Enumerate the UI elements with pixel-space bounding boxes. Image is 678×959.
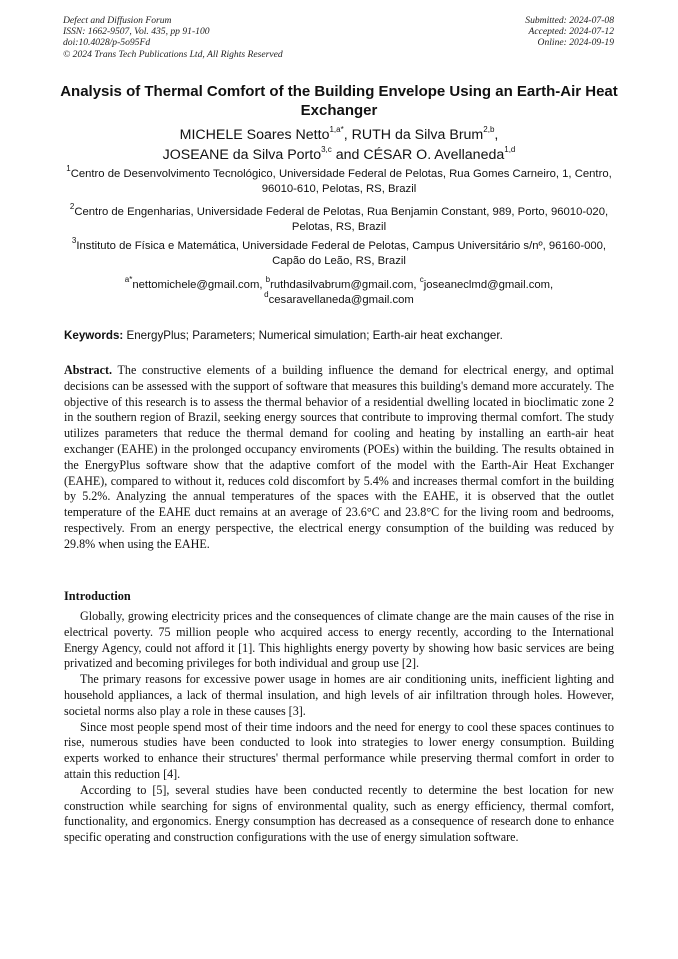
author-affiliation-mark: 1,d [504, 145, 516, 155]
author-name: RUTH da Silva Brum [351, 127, 484, 143]
affiliation [60, 236, 618, 269]
abstract [64, 363, 614, 553]
author-name: MICHELE Soares Netto [179, 127, 330, 143]
keywords [64, 329, 614, 343]
affiliation-text: Instituto de Física e Matemática, Universidade Federal de Pelotas, Campus Universitário s/nº, 96160-000, Capão do Leão, RS, Brazil [76, 240, 607, 267]
introduction-body [64, 609, 614, 846]
email-link[interactable]: cesaravellaneda@gmail.com [268, 294, 414, 306]
affiliation-text: Centro de Engenharias, Universidade Federal de Pelotas, Rua Benjamin Constant, 989, Porto, 96010-020, Pelotas, RS, Brazil [74, 206, 609, 233]
affiliation-text: Centro de Desenvolvimento Tecnológico, Universidade Federal de Pelotas, Rua Gomes Carneiro, 1, Centro, 96010-610, Pelotas, RS, Brazil [70, 168, 612, 195]
keywords-label: Keywords: [64, 329, 124, 342]
author-emails [60, 275, 618, 308]
author-name: JOSEANE da Silva Porto [162, 147, 322, 163]
abstract-text: The constructive elements of a building influence the demand for electrical energy, and optimal decisions can be assessed with the support of software that measures this building's demand more accurately. The objective of this research is to assess the thermal behavior of a residential dwelling located in bioclimatic zone 2 in the southern region of Brazil, seeking energy sources that contribute to improving thermal comfort. The study utilizes parameters that reduce the thermal demand for cooling and heating by installing an earth-air heat exchanger (EAHE) in the prolonged occupancy enviroments (POEs) within the building. The results obtained in the EnergyPlus software show that the adaptive comfort of the model with the Earth-Air Heat Exchanger (EAHE), compared to without it, reduces cold discomfort by 5.4% and increases thermal comfort in the building by 5.2%. Analyzing the annual temperatures of the spaces with the EAHE, it is observed that the outlet temperature of the EAHE duct remains at an average of 23.6°C and 23.8°C for the living room and bedrooms, respectively. From an energy perspective, the electrical energy consumption of the building was reduced by 29.8% when using the EAHE. [64, 363, 614, 551]
author-separator: , [494, 127, 499, 143]
online-date: Online: 2024-09-19 [537, 37, 614, 49]
paragraph: Since most people spend most of their time indoors and the need for energy to cool these spaces continues to rise, numerous studies have been conducted to look into strategies to lower energy consumption. Building experts worked to enhance their structures' thermal performance while preserving thermal comfort in order to attain this reduction [4]. [64, 719, 614, 781]
author-separator: , [343, 127, 352, 143]
abstract-label: Abstract. [64, 363, 113, 377]
affiliation [60, 202, 618, 235]
affiliation-number: 1 [66, 164, 71, 174]
author-affiliation-mark: 3,c [321, 145, 332, 155]
section-heading: Introduction [64, 589, 131, 603]
author-name: CÉSAR O. Avellaneda [363, 147, 505, 163]
submitted-date: Submitted: 2024-07-08 [525, 15, 614, 26]
paragraph: According to [5], several studies have been conducted recently to determine the best location for new construction while searching for signs of environmental quality, such as energy efficiency, thermal comfort, functionality, and ergonomics. Energy consumption has decreased as a consequence of research done to enhance specific operating and construction configurations with the use of energy simulation software. [64, 782, 614, 845]
journal-name: Defect and Diffusion Forum [63, 15, 172, 26]
email-mark: c [419, 275, 424, 285]
paper-title: Analysis of Thermal Comfort of the Building Envelope Using an Earth-Air Heat Exchanger [60, 83, 618, 119]
affiliation-number: 3 [71, 236, 77, 246]
copyright: © 2024 Trans Tech Publications Ltd, All Rights Reserved [63, 48, 283, 60]
email-mark: a* [124, 275, 133, 285]
paragraph: Globally, growing electricity prices and the consequences of climate change are the main causes of the rise in electrical poverty. 75 million people who acquired access to energy recently, according to the International Energy Agency, could not afford it [1]. This highlights energy poverty by showing how basic services are being privatized and becoming privileges for both individual and group use [2]. [64, 609, 614, 671]
affiliation [60, 164, 618, 197]
email-link[interactable]: ruthdasilvabrum@gmail.com, [270, 279, 420, 291]
author-list [60, 125, 618, 165]
keywords-text: EnergyPlus; Parameters; Numerical simulation; Earth-air heat exchanger. [123, 329, 503, 342]
email-link[interactable]: joseaneclmd@gmail.com, [423, 279, 554, 291]
accepted-date: Accepted: 2024-07-12 [528, 26, 614, 38]
email-mark: d [264, 290, 269, 300]
author-affiliation-mark: 2,b [483, 125, 495, 135]
email-link[interactable]: nettomichele@gmail.com, [132, 279, 266, 291]
author-separator: and [331, 147, 364, 163]
paragraph: The primary reasons for excessive power usage in homes are air conditioning units, inefficient lighting and household appliances, a lack of thermal insulation, and high levels of air infiltration through holes. However, societal norms also play a role in these causes [3]. [64, 672, 614, 718]
email-mark: b [265, 275, 271, 285]
journal-info [63, 15, 283, 60]
author-affiliation-mark: 1,a* [329, 125, 344, 135]
doi: doi:10.4028/p-5o95Fd [63, 37, 151, 49]
affiliation-number: 2 [69, 202, 75, 212]
publication-dates [525, 15, 614, 49]
issn: ISSN: 1662-9507, Vol. 435, pp 91-100 [63, 26, 210, 38]
